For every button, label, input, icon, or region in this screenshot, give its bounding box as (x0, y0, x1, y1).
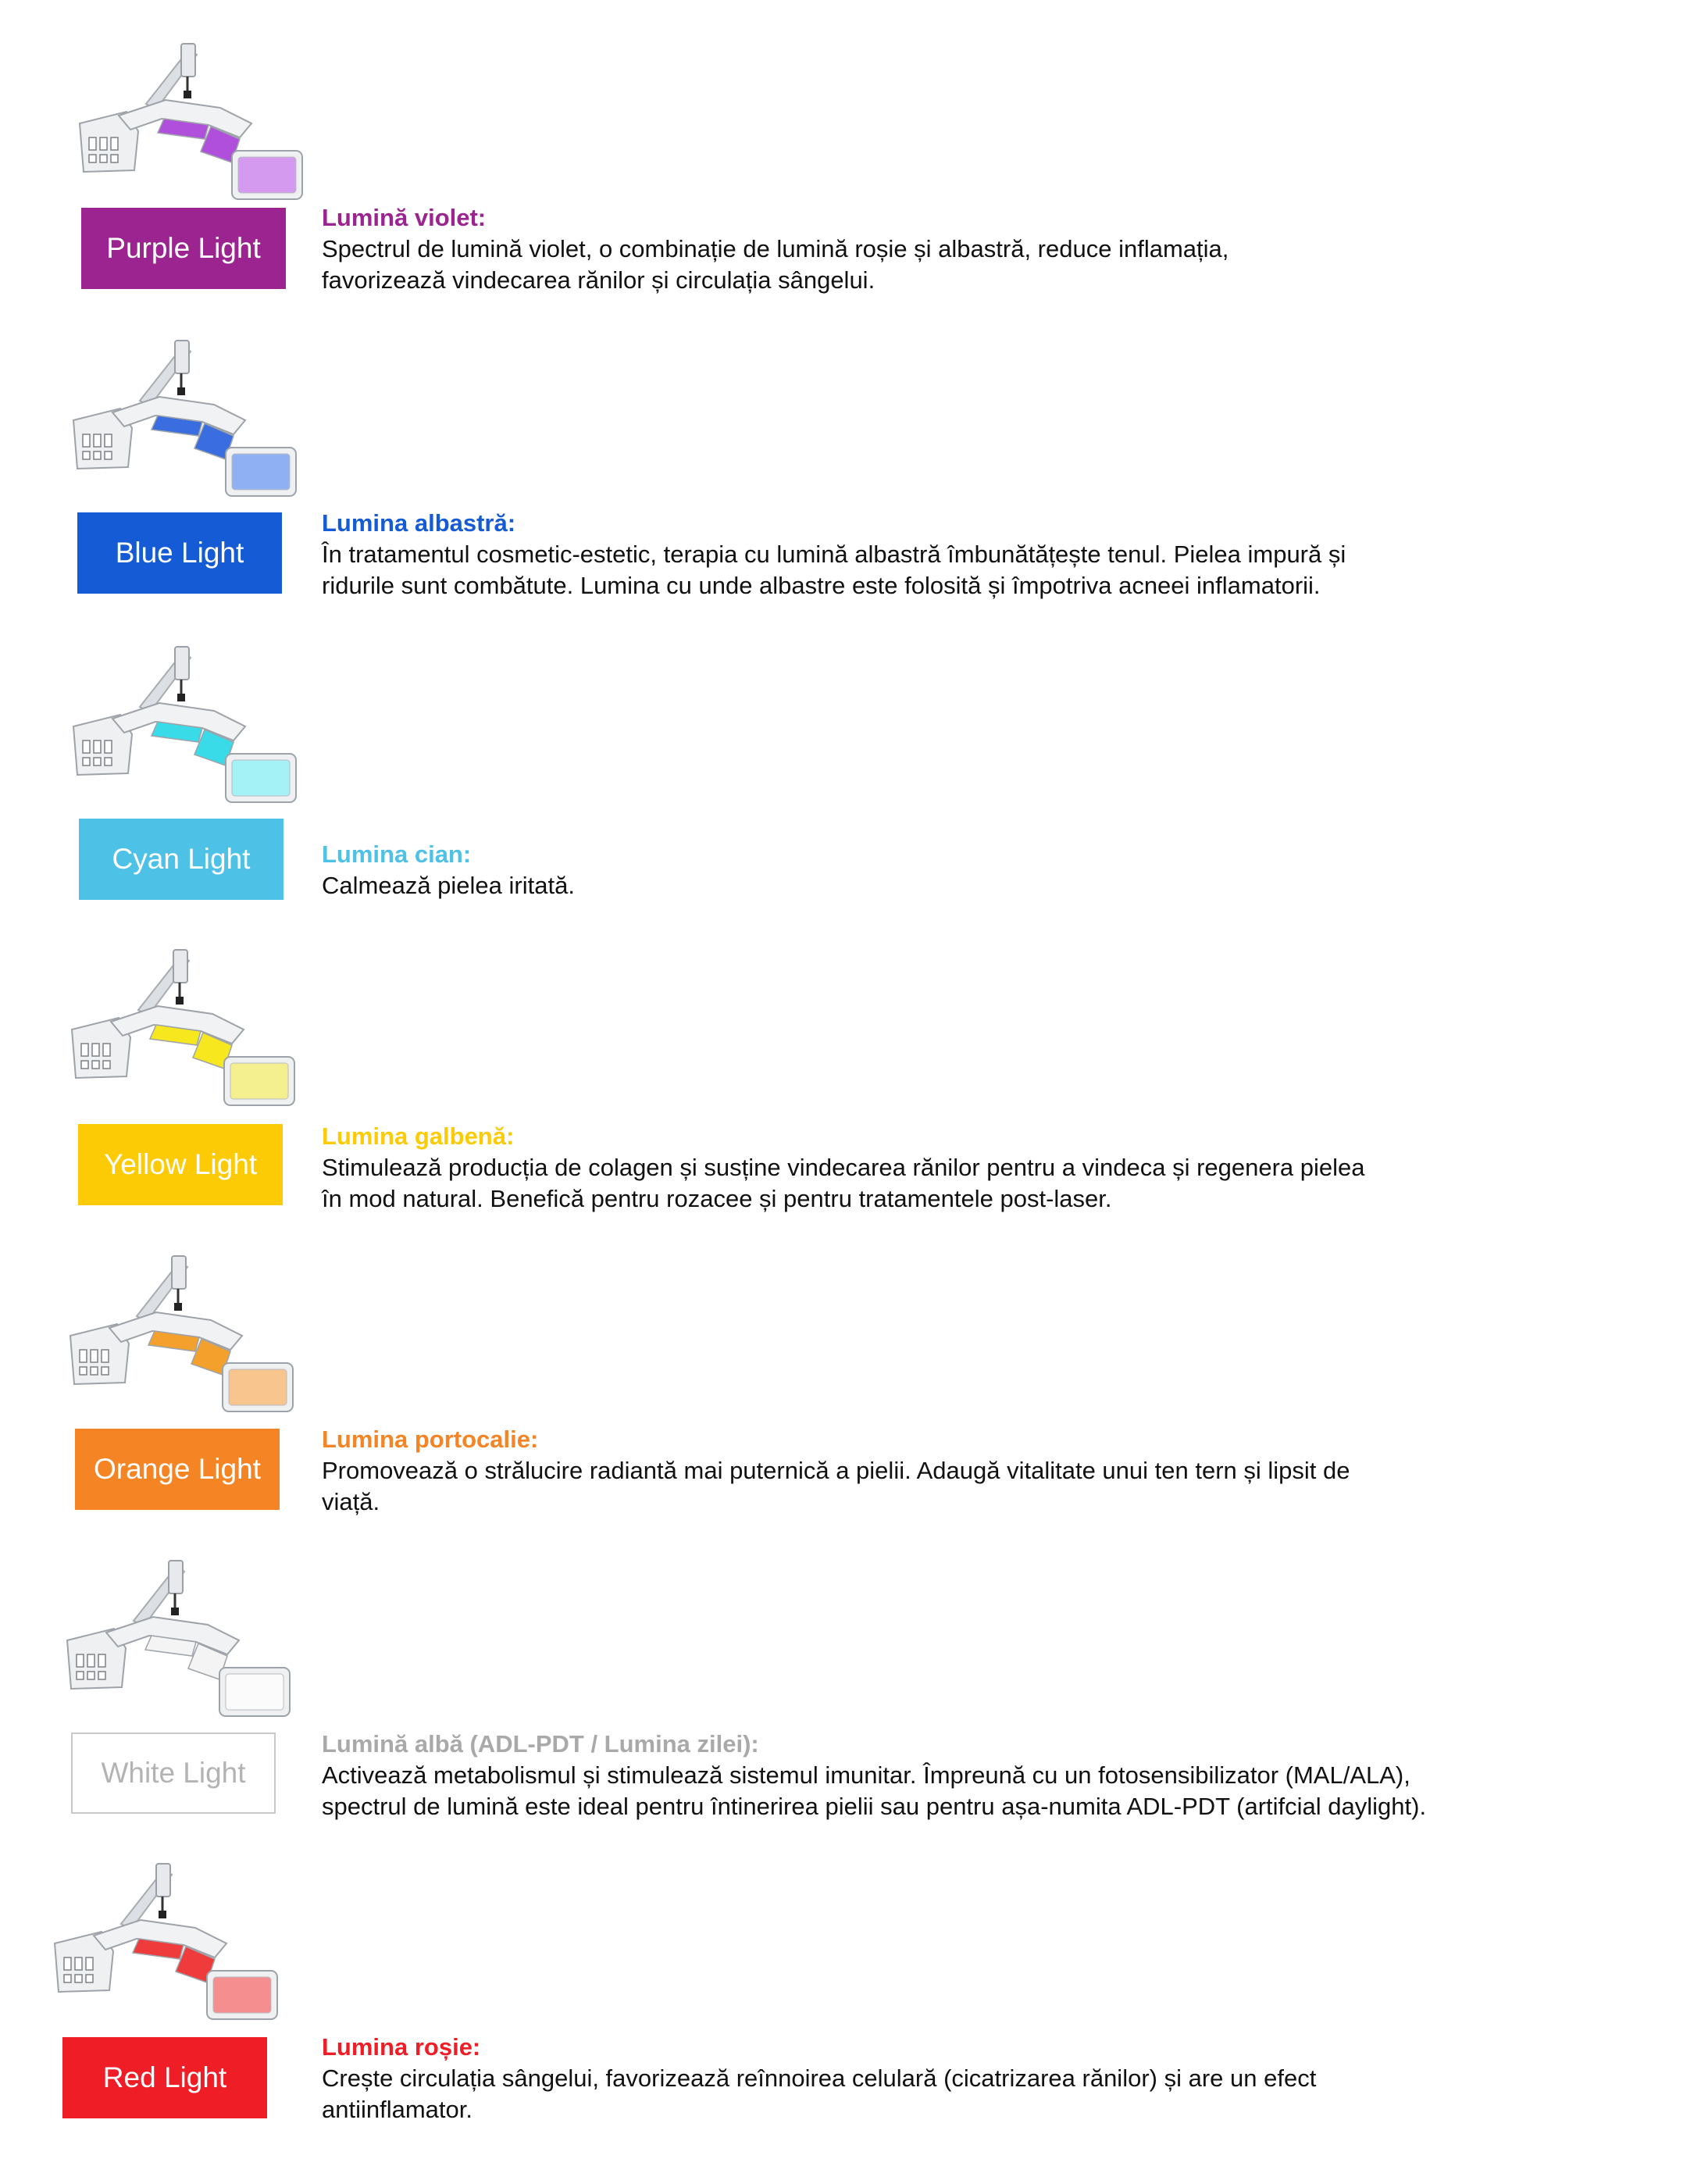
white-light-badge: White Light (71, 1733, 276, 1814)
blue-light-description-line1: În tratamentul cosmetic-estetic, terapia cu lumină albastră îmbunătățește tenul. Pielea impură și (322, 541, 1346, 568)
yellow-light-badge: Yellow Light (78, 1124, 283, 1205)
yellow-light-title: Lumina galbenă: (322, 1122, 515, 1150)
led-device-orange-image (62, 1250, 297, 1422)
device-graphic (72, 950, 294, 1105)
white-light-description-line2: spectrul de lumină este ideal pentru întinerirea pielii sau pentru așa-numita ADL-PDT (artifcial daylight). (322, 1793, 1427, 1820)
led-device-white-image (59, 1554, 294, 1726)
cyan-light-badge: Cyan Light (79, 819, 284, 900)
led-device-yellow-image (64, 944, 298, 1115)
orange-light-description-line1: Promovează o strălucire radiantă mai puternică a pielii. Adaugă vitalitate unui ten tern și lipsit de (322, 1457, 1350, 1484)
red-light-description-line2: antiinflamator. (322, 2096, 472, 2123)
orange-light-description-line2: viață. (322, 1488, 380, 1515)
purple-light-badge: Purple Light (81, 208, 286, 289)
yellow-light-description-line1: Stimulează producția de colagen și susține vindecarea rănilor pentru a vindeca și regenera pielea (322, 1154, 1365, 1181)
purple-light-description-line2: favorizează vindecarea rănilor și circulația sângelui. (322, 266, 875, 294)
orange-light-badge: Orange Light (75, 1429, 280, 1510)
purple-light-description-line1: Spectrul de lumină violet, o combinație de lumină roșie și albastră, reduce inflamația, (322, 235, 1229, 262)
red-light-badge: Red Light (62, 2037, 267, 2118)
yellow-light-description-line2: în mod natural. Benefică pentru rozacee și pentru tratamentele post-laser. (322, 1185, 1112, 1212)
device-graphic (73, 647, 296, 802)
white-light-title: Lumină albă (ADL-PDT / Lumina zilei): (322, 1730, 759, 1758)
purple-light-title: Lumină violet: (322, 204, 487, 231)
device-graphic (55, 1864, 277, 2019)
blue-light-description-line2: ridurile sunt combătute. Lumina cu unde albastre este folosită și împotriva acneei inflamatorii. (322, 572, 1321, 599)
device-graphic (67, 1561, 290, 1716)
device-graphic (73, 341, 296, 496)
blue-light-badge: Blue Light (77, 512, 282, 594)
led-device-blue-image (66, 334, 300, 506)
cyan-light-description-line1: Calmează pielea iritată. (322, 872, 575, 899)
led-device-red-image (47, 1857, 281, 2029)
led-device-cyan-image (66, 641, 300, 812)
orange-light-title: Lumina portocalie: (322, 1426, 539, 1453)
white-light-description-line1: Activează metabolismul și stimulează sistemul imunitar. Împreună cu un fotosensibilizator (MAL/ALA), (322, 1761, 1410, 1789)
red-light-description-line1: Crește circulația sângelui, favorizează reînnoirea celulară (cicatrizarea rănilor) și are un efect (322, 2064, 1317, 2092)
led-device-purple-image (72, 37, 306, 209)
cyan-light-title: Lumina cian: (322, 840, 472, 868)
device-graphic (70, 1256, 293, 1411)
red-light-title: Lumina roșie: (322, 2033, 481, 2061)
blue-light-title: Lumina albastră: (322, 509, 516, 537)
device-graphic (80, 44, 302, 199)
